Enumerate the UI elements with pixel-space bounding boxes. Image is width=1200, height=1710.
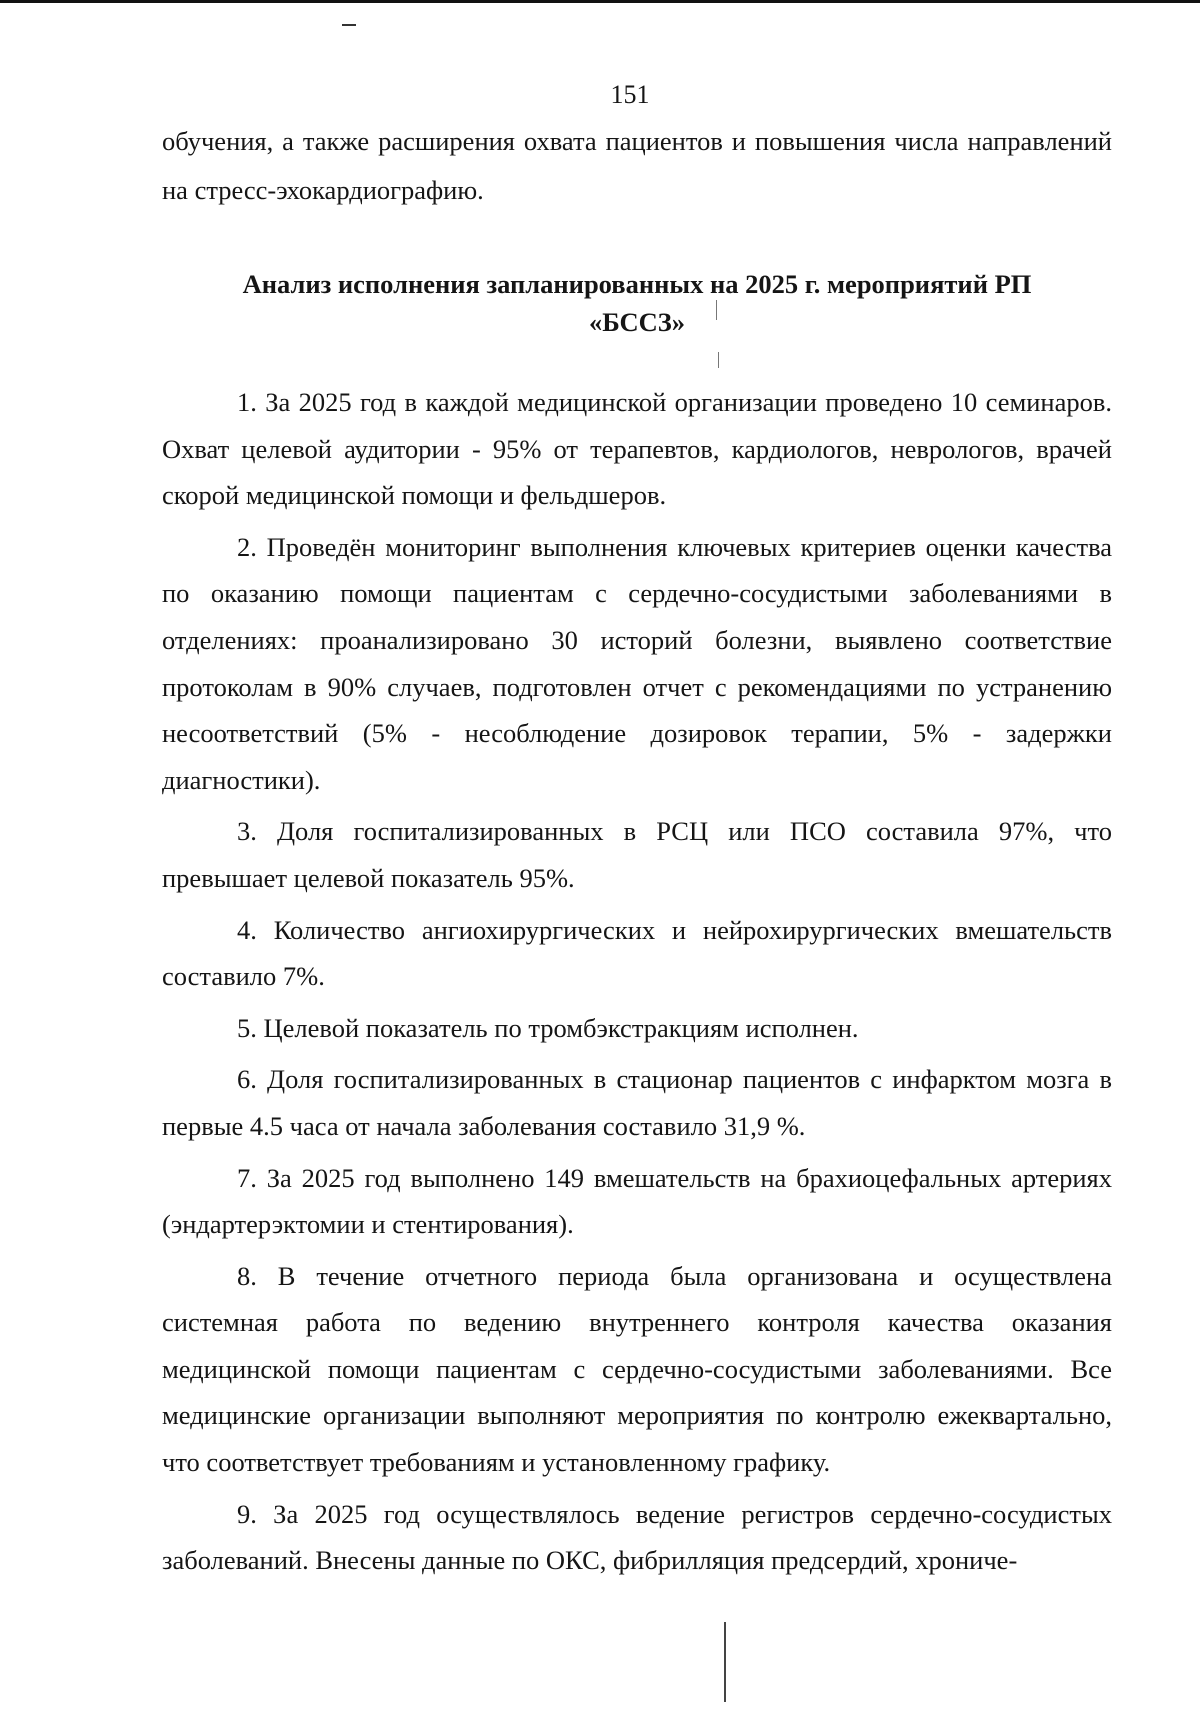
list-item: 8. В течение отчетного периода была организована и осуществлена системная работа по ведению внутреннего контроля качества оказания медицинской помощи пациентам с сердечно-сосудистыми заболеваниями. Все медицинские организации выполняют мероприятия по контролю ежеквартально, что соответствует требованиям и установленному графику. bbox=[162, 1260, 1112, 1478]
scan-artifact-dash bbox=[342, 24, 356, 26]
measures-list bbox=[162, 379, 1112, 1584]
scan-artifact-mark bbox=[716, 300, 717, 320]
list-item: 7. За 2025 год выполнено 149 вмешательств на брахиоцефальных артериях (эндартерэктомии и стентирования). bbox=[162, 1162, 1112, 1240]
scan-artifact-mark bbox=[718, 352, 719, 368]
scan-top-border bbox=[0, 0, 1200, 3]
list-item: 5. Целевой показатель по тромбэкстракциям исполнен. bbox=[237, 1012, 859, 1043]
list-item: 1. За 2025 год в каждой медицинской организации проведено 10 семинаров. Охват целевой аудитории - 95% от терапевтов, кардиологов, неврологов, врачей скорой медицинской помощи и фельдшеров. bbox=[162, 387, 1112, 511]
section-heading-line2: «БССЗ» bbox=[588, 307, 686, 337]
list-item: 3. Доля госпитализированных в РСЦ или ПСО составила 97%, что превышает целевой показатель 95%. bbox=[162, 816, 1112, 893]
scan-artifact-line bbox=[724, 1622, 726, 1702]
list-item: 2. Проведён мониторинг выполнения ключевых критериев оценки качества по оказанию помощи пациентам с сердечно-сосудистыми заболеваниями в отделениях: проанализировано 30 историй болезни, выявлено соответствие протоколам в 90% случаев, подготовлен отчет с рекомендациями по устранению несоответствий (5% - несоблюдение дозировок терапии, 5% - задержки диагностики). bbox=[162, 531, 1112, 795]
page-number: 151 bbox=[610, 80, 650, 109]
section-heading-line1: Анализ исполнения запланированных на 2025 г. мероприятий РП bbox=[242, 269, 1032, 299]
section-heading bbox=[162, 265, 1112, 341]
list-item: 4. Количество ангиохирургических и нейрохирургических вмешательств составило 7%. bbox=[162, 914, 1112, 992]
intro-paragraph: обучения, а также расширения охвата пациентов и повышения числа направлений на стресс-эхокардиографию. bbox=[162, 126, 1112, 205]
list-item: 6. Доля госпитализированных в стационар пациентов с инфарктом мозга в первые 4.5 часа от начала заболевания составило 31,9 %. bbox=[162, 1064, 1112, 1141]
list-item: 9. За 2025 год осуществлялось ведение регистров сердечно-сосудистых заболеваний. Внесены данные по ОКС, фибрилляция предсердий, хрониче- bbox=[162, 1498, 1112, 1576]
